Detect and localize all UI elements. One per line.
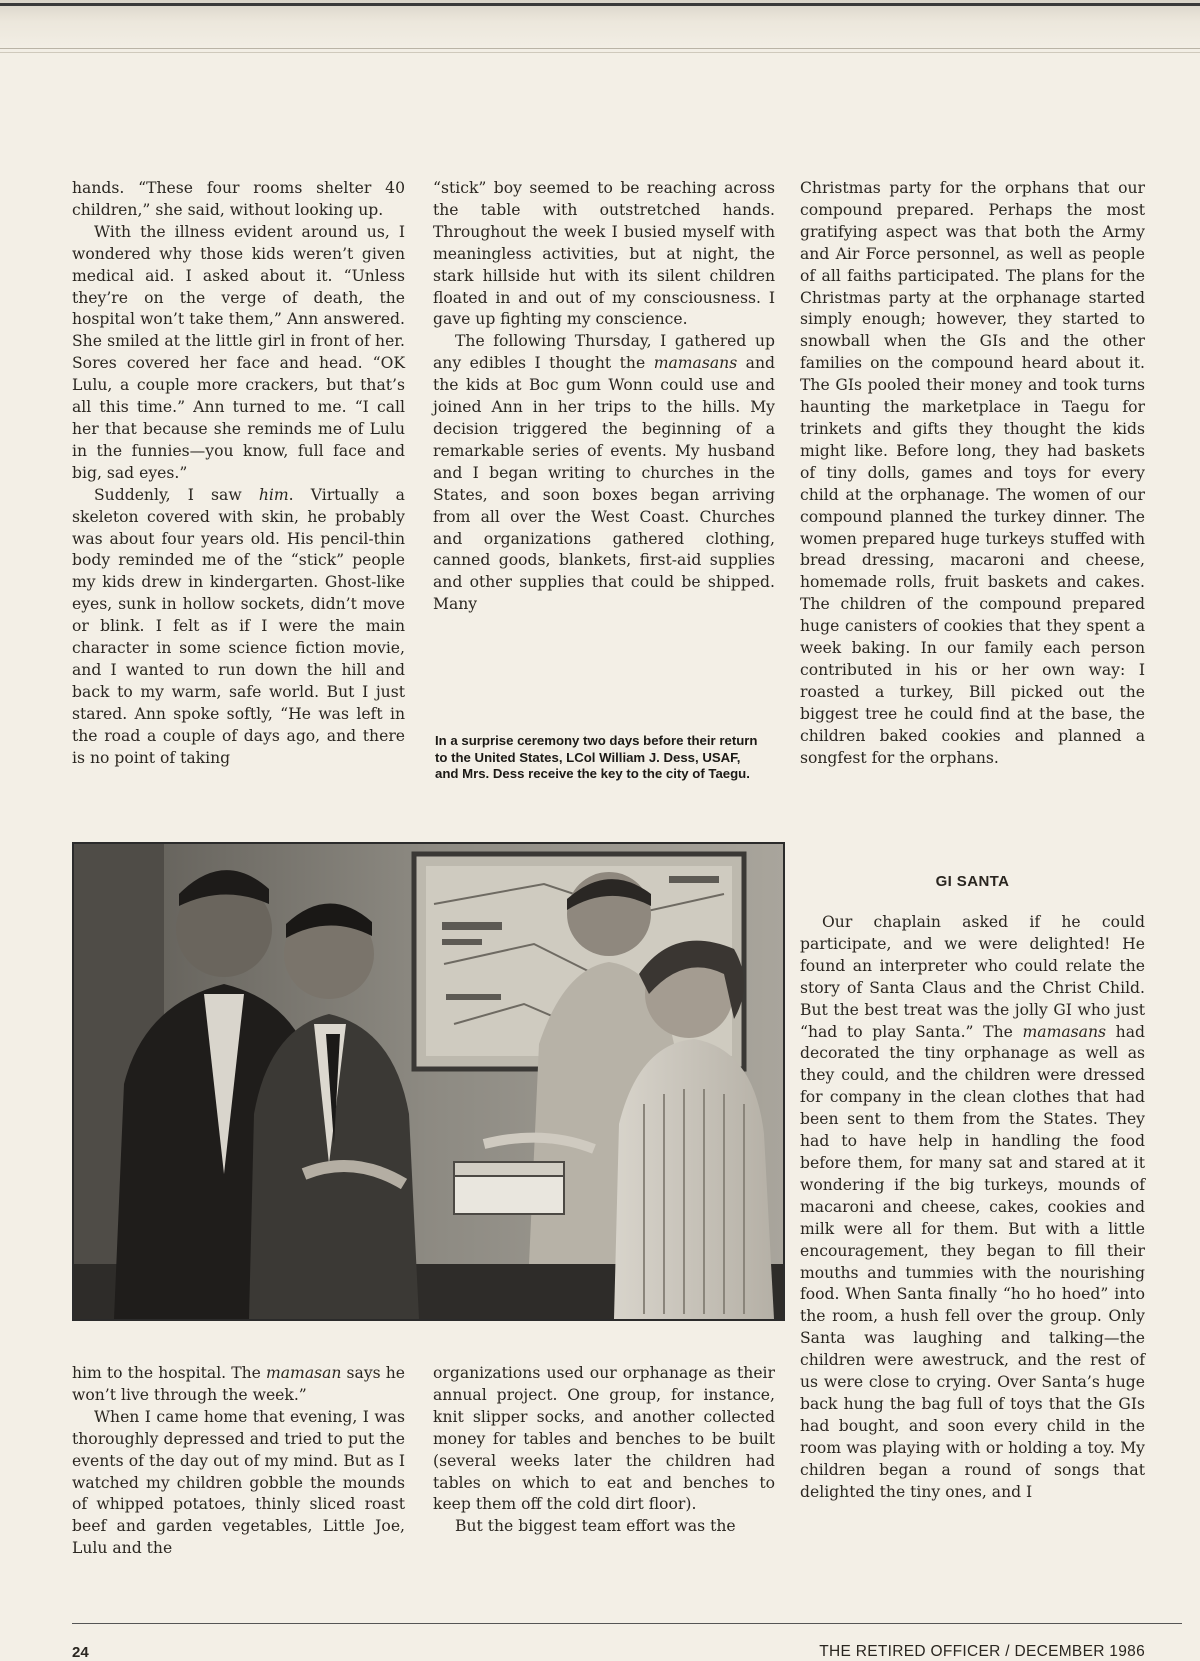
paragraph: When I came home that evening, I was thoroughly depressed and tried to put the events of the day out of my mind. But as I watched my children gobble the mounds of whipped potatoes, thinly sliced roast beef and garden vegetables, Little Joe, Lulu and the: [72, 1407, 405, 1558]
page-header-band: [0, 0, 1200, 54]
paragraph: The following Thursday, I gathered up any edibles I thought the mamasans and the kids at Boc gum Wonn could use and joined Ann in her trips to the hills. My decision triggered the beginning of a remarkable series of events. My husband and I began writing to churches in the States, and soon boxes began arriving from all over the West Coast. Churches and organizations gathered clothing, canned goods, blankets, first-aid supplies and other supplies that could be shipped. Many: [433, 332, 776, 614]
column-3: [800, 178, 1145, 769]
paragraph: With the illness evident around us, I wondered why those kids weren’t given medical aid. I asked about it. “Unless they’re on the verge of death, the hospital won’t take them,” Ann answered. She smiled at the little girl in front of her. Sores covered her face and head. “OK Lulu, a couple more crackers, but that’s all this time.” Ann turned to me. “I call her that because she reminds me of Lulu in the funnies—you know, full face and big, sad eyes.”: [72, 222, 405, 482]
section-subhead: GI SANTA: [935, 873, 1010, 890]
paragraph: hands. “These four rooms shelter 40 children,” she said, without looking up.: [72, 179, 405, 219]
paragraph: Our chaplain asked if he could participate, and we were delighted! He found an interpreter who could relate the story of Santa Claus and the Christ Child. But the best treat was the jolly GI who just “had to play Santa.” The mamasans had decorated the tiny orphanage as well as they could, and the children were dressed for company in the clean clothes that had been sent to them from the States. They had to have help in handling the food before them, for many sat and stared at it wondering if the big turkeys, mounds of macaroni and cheese, cakes, cookies and milk were all for them. But with a little encouragement, they began to fill their mouths and tummies with the nourishing food. When Santa finally “ho ho hoed” into the room, a hush fell over the group. Only Santa was laughing and talking—the children were awestruck, and the rest of us were close to crying. Over Santa’s huge back hung the bag full of toys that the GIs had bought, and soon every child in the room was playing with or holding a toy. My children began a round of songs that delighted the tiny ones, and I: [800, 913, 1145, 1501]
paragraph: But the biggest team effort was the: [455, 1517, 736, 1536]
column-1-bottom: [72, 1363, 405, 1560]
column-3-after-subhead: [800, 912, 1145, 1503]
footer-rule: [72, 1623, 1182, 1624]
photo-caption: In a surprise ceremony two days before their return to the United States, LCol William J. Dess, USAF, and Mrs. Dess receive the key to the city of Taegu.: [435, 733, 758, 782]
paragraph: “stick” boy seemed to be reaching across the table with outstretched hands. Throughout the week I busied myself with meaningless activities, but at night, the stark hillside hut with its silent children floated in and out of my consciousness. I gave up fighting my conscience.: [433, 179, 775, 329]
column-2-top: [433, 178, 775, 616]
running-footer: THE RETIRED OFFICER / DECEMBER 1986: [819, 1643, 1145, 1660]
page-number: 24: [72, 1644, 89, 1661]
column-1-top: [72, 178, 405, 769]
paragraph: organizations used our orphanage as their annual project. One group, for instance, knit slipper socks, and another collected money for tables and benches to be built (several weeks later the children had tables on which to eat and benches to keep them off the cold dirt floor).: [433, 1364, 775, 1514]
ceremony-photo: [72, 842, 785, 1321]
paragraph: him to the hospital. The mamasan says he won’t live through the week.”: [72, 1364, 405, 1404]
paragraph: Christmas party for the orphans that our compound prepared. Perhaps the most gratifying aspect was that both the Army and Air Force personnel, as well as people of all faiths participated. The plans for the Christmas party at the orphanage started simply enough; however, they started to snowball when the GIs and the other families on the compound heard about it. The GIs pooled their money and took turns haunting the marketplace in Taegu for trinkets and gifts they thought the kids might like. Before long, they had baskets of tiny dolls, games and toys for every child at the orphanage. The women of our compound planned the turkey dinner. The women prepared huge turkeys stuffed with bread dressing, macaroni and cheese, homemade rolls, fruit baskets and cakes. The children of the compound prepared huge canisters of cookies that they spent a week baking. In our family each person contributed in his or her own way: I roasted a turkey, Bill picked out the biggest tree he could find at the base, the children baked cookies and planned a songfest for the orphans.: [800, 179, 1145, 767]
paragraph: Suddenly, I saw him. Virtually a skeleton covered with skin, he probably was about four years old. His pencil-thin body reminded me of the “stick” people my kids drew in kindergarten. Ghost-like eyes, sunk in hollow sockets, didn’t move or blink. I felt as if I were the main character in some science fiction movie, and I wanted to run down the hill and back to my warm, safe world. But I just stared. Ann spoke softly, “He was left in the road a couple of days ago, and there is no point of taking: [72, 485, 405, 767]
column-2-bottom: [433, 1363, 775, 1538]
